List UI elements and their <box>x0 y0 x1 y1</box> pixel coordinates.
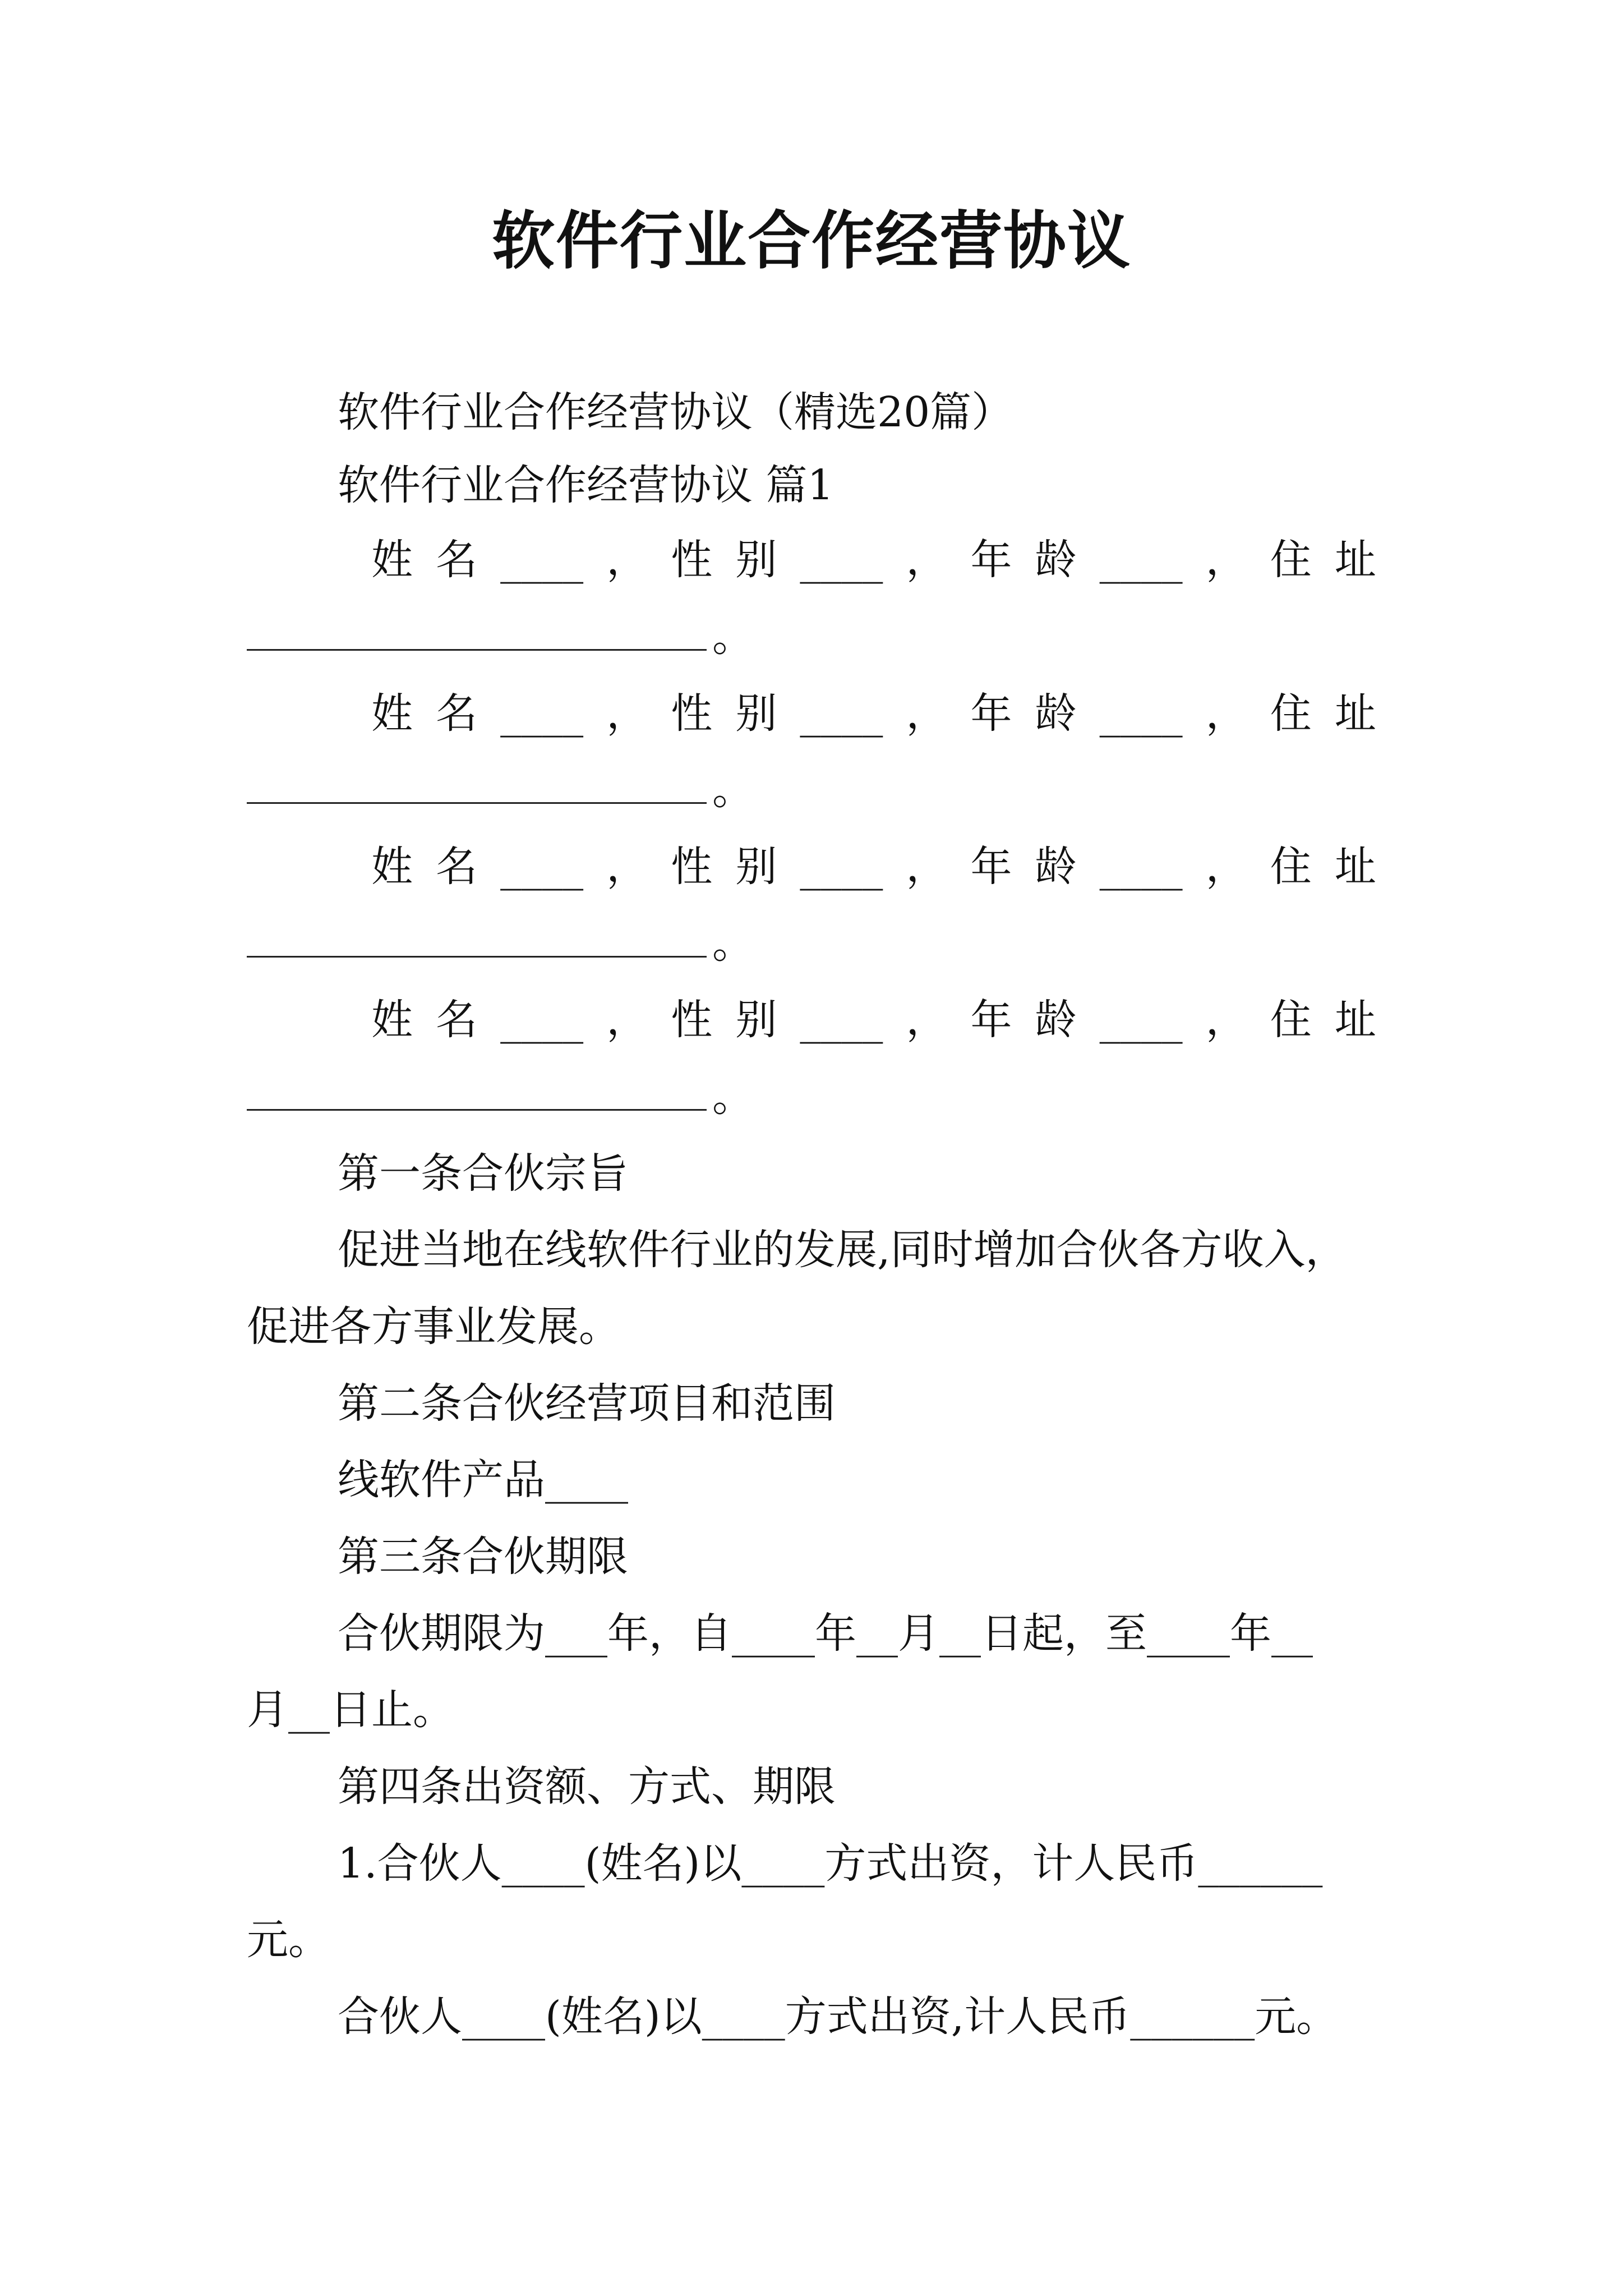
party-info-line: 姓 名 ____ ， 性 别 ____ ， 年 龄 ____ ， 住 址 <box>371 843 1376 891</box>
article-heading: 第一条合伙宗旨 <box>338 1149 628 1198</box>
address-blank-line: 。 <box>247 609 1376 665</box>
body-text: 促进各方事业发展。 <box>247 1303 620 1351</box>
body-text: 促进当地在线软件行业的发展,同时增加合伙各方收入， <box>338 1226 1347 1274</box>
body-text: 线软件产品____ <box>338 1456 628 1504</box>
document-title: 软件行业合作经营协议 <box>492 205 1131 278</box>
article-heading: 第二条合伙经营项目和范围 <box>338 1379 836 1428</box>
article-heading: 第四条出资额、方式、期限 <box>338 1763 836 1811</box>
party-info-line: 姓 名 ____ ， 性 别 ____ ， 年 龄 ____ ， 住 址 <box>371 689 1376 738</box>
address-blank-line: 。 <box>247 915 1376 972</box>
party-info-line: 姓 名 ____ ， 性 别 ____ ， 年 龄 ____ ， 住 址 <box>371 536 1376 584</box>
body-text: 合伙人____(姓名)以____方式出资,计人民币______元。 <box>338 1993 1338 2041</box>
body-text: 合伙期限为___年，自____年__月__日起，至____年__ <box>338 1609 1313 1658</box>
address-blank-line: 。 <box>247 762 1376 818</box>
section-heading: 软件行业合作经营协议 篇1 <box>338 461 834 509</box>
party-info-line: 姓 名 ____ ， 性 别 ____ ， 年 龄 ____ ， 住 址 <box>371 996 1376 1044</box>
address-blank <box>247 762 707 804</box>
address-blank <box>247 1069 707 1111</box>
body-text: 1.合伙人____(姓名)以____方式出资，计人民币______ <box>338 1839 1323 1888</box>
address-blank <box>247 915 707 958</box>
address-blank <box>247 609 707 651</box>
article-heading: 第三条合伙期限 <box>338 1533 628 1581</box>
subtitle-line: 软件行业合作经营协议（精选20篇） <box>338 388 1013 436</box>
body-text: 月__日止。 <box>247 1686 454 1734</box>
body-text: 元。 <box>247 1916 330 1964</box>
address-blank-line: 。 <box>247 1069 1376 1125</box>
